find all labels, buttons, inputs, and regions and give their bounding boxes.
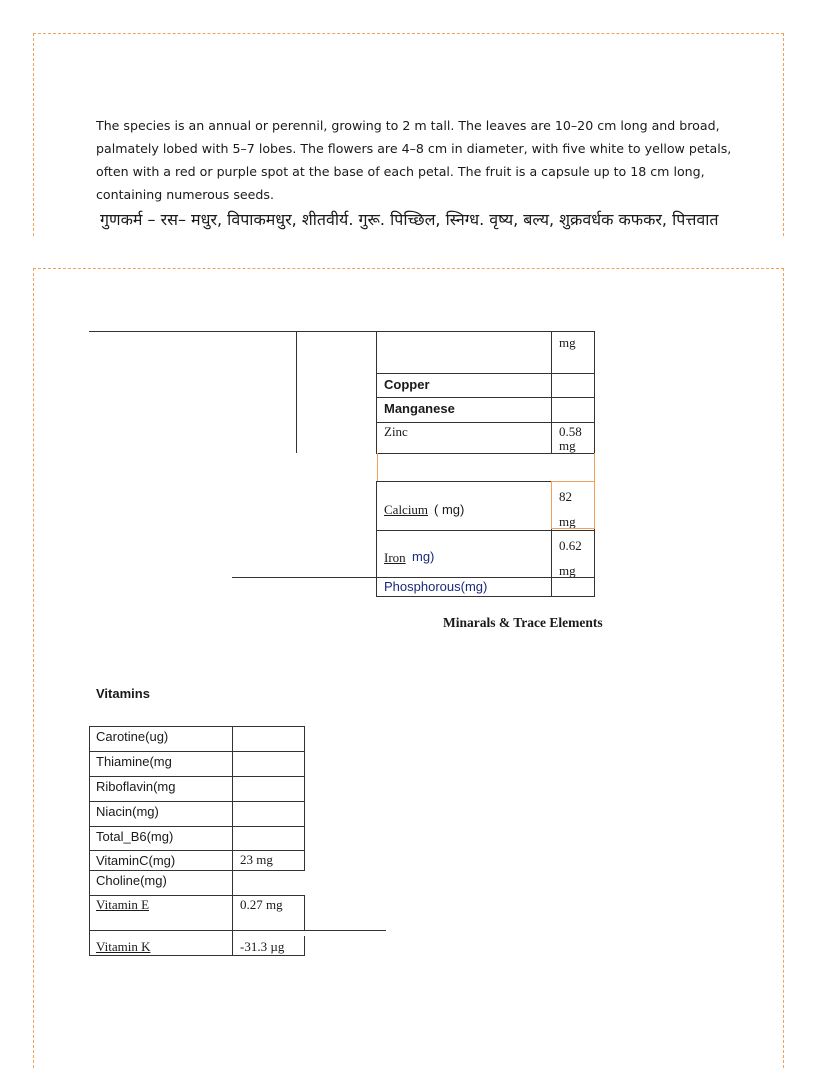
table-rule [296,331,297,453]
iron-value-cell [551,530,595,578]
section-connector [377,453,595,482]
vitamin-label: Choline(mg) [96,873,167,888]
manganese-label: Manganese [384,401,455,416]
table-cell [376,331,552,374]
table-rule [89,826,305,827]
table-rule [89,955,305,956]
vitamins-heading: Vitamins [96,686,150,701]
mineral-row-iron [376,530,552,578]
table-rule [89,930,386,931]
calcium-value: 82 [559,489,572,504]
unit-text: mg [559,335,576,350]
table-rule [304,895,305,931]
table-rule [89,870,305,871]
vitamin-label: Total_B6(mg) [96,829,174,844]
iron-value-unit: mg [559,563,576,578]
mineral-row-copper [376,373,552,398]
iron-label: Iron [384,550,406,565]
table-rule [89,801,305,802]
vitamin-label: Niacin(mg) [96,804,159,819]
table-cell [551,331,595,374]
table-rule [232,726,233,956]
table-rule [232,577,377,578]
mineral-row-manganese [376,397,552,423]
table-rule [89,726,90,956]
table-rule [89,751,305,752]
vitamin-label: Carotine(ug) [96,729,169,744]
mineral-row-zinc [376,422,552,454]
calcium-unit: ( mg) [434,502,465,517]
vitamin-value: -31.3 µg [240,939,285,954]
calcium-label: Calcium [384,502,429,517]
highlight-box [551,481,595,529]
table-rule [89,850,305,851]
vitamin-label: Thiamine(mg [96,754,172,769]
table-rule [304,936,305,956]
table-rule [89,776,305,777]
table-cell [551,577,595,597]
vitamin-value: 0.27 mg [240,897,283,912]
vitamin-label: Riboflavin(mg [96,779,176,794]
table-cell [551,373,595,398]
description-paragraph: The species is an annual or perennil, growing to 2 m tall. The leaves are 10–20 cm long and broad, palmately lobed with 5–7 lobes. The flowers are 4–8 cm in diameter, with five white to yellow petals, often with a red or purple spot at the base of each petal. The fruit is a capsule up to 18 cm long, containing numerous seeds. [96,118,732,202]
table-cell [551,397,595,423]
iron-unit: mg) [412,549,435,564]
phosphorous-label: Phosphorous(mg) [384,579,488,594]
mineral-row-phosphorous [376,577,552,597]
calcium-value-unit: mg [559,514,576,529]
copper-label: Copper [384,377,430,392]
mineral-row-calcium [376,481,552,531]
iron-value: 0.62 [559,538,582,553]
properties-line: गुणकर्म – रस– मधुर, विपाकमधुर, शीतवीर्य. गुरू. पिच्छिल, स्निग्ध. वृष्य, बल्य, शुक्रवर्धक कफकर, पित्तवात [100,210,719,229]
vitamin-value: 23 mg [240,852,273,867]
vitamin-label: Vitamin K [96,939,151,954]
vitamin-label: Vitamin E [96,897,150,912]
table-rule [89,331,377,332]
zinc-label: Zinc [384,424,408,439]
table-rule [89,895,305,896]
table-rule [89,726,305,727]
zinc-value-unit: mg [559,438,576,453]
minerals-caption: Minarals & Trace Elements [443,615,603,630]
vitamin-label: VitaminC(mg) [96,853,176,868]
zinc-value-cell [551,422,595,454]
zinc-value: 0.58 [559,424,582,439]
